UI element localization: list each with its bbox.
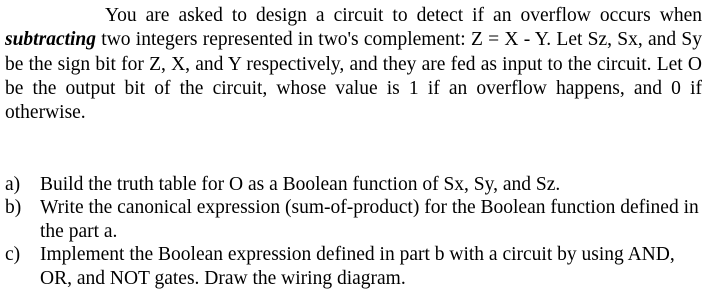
task-text: Implement the Boolean expression defined in part b with a circuit by using AND, OR, and NOT gates. Draw the wiring diagram. <box>40 244 675 289</box>
task-marker: b) <box>5 197 22 219</box>
task-marker: c) <box>5 244 21 266</box>
emphasized-term: subtracting <box>5 29 97 51</box>
problem-statement <box>5 4 702 125</box>
task-list <box>5 173 702 290</box>
problem-statement-rest: two integers represented in two's complement: Z = X - Y. Let Sz, Sx, and Sy be the sign bit for Z, X, and Y respectively, and they are fed as input to the circuit. Let O be the output bit of the circuit, whose value is 1 if an overflow happens, and 0 if otherwise. <box>5 29 702 124</box>
task-item-b <box>5 196 702 243</box>
task-item-c <box>5 243 702 290</box>
task-marker: a) <box>5 174 21 195</box>
task-text: Build the truth table for O as a Boolean function of Sx, Sy, and Sz. <box>40 174 561 195</box>
task-text: Write the canonical expression (sum-of-product) for the Boolean function defined in the part a. <box>40 197 699 242</box>
problem-statement-lead: You are asked to design a circuit to detect if an overflow occurs when <box>105 5 702 26</box>
task-item-a <box>5 173 702 196</box>
